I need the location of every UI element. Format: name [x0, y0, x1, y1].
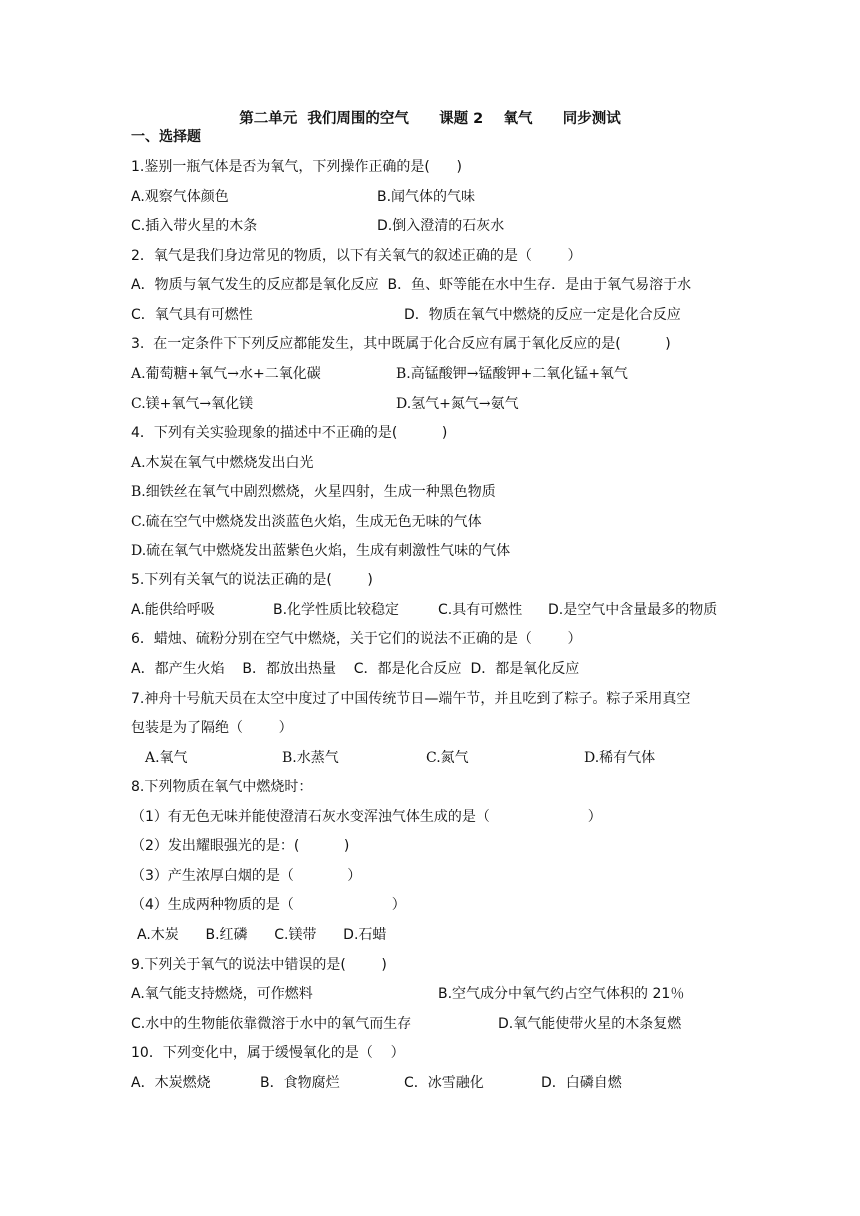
question-10-stem: 10．下列变化中，属于缓慢氧化的是（ ）	[131, 1045, 405, 1061]
question-1-stem: 1.鉴别一瓶气体是否为氧气，下列操作正确的是( )	[131, 159, 462, 175]
question-6-options: A．都产生火焰 B．都放出热量 C．都是化合反应 D．都是氧化反应	[131, 661, 580, 677]
question-9-option-c: C.水中的生物能依靠微溶于水中的氧气而生存	[131, 1016, 412, 1032]
question-2-options-ab: A．物质与氧气发生的反应都是氧化反应 B．鱼、虾等能在水中生存．是由于氧气易溶于水	[131, 277, 692, 293]
question-8-sub-4: （4）生成两种物质的是（ ）	[131, 897, 406, 913]
question-2-option-c: C．氧气具有可燃性	[131, 307, 253, 323]
question-5-option-a: A.能供给呼吸	[131, 602, 215, 618]
question-8-stem: 8.下列物质在氧气中燃烧时：	[131, 779, 313, 795]
question-9-stem: 9.下列关于氧气的说法中错误的是( )	[131, 957, 387, 973]
question-6-stem: 6．蜡烛、硫粉分别在空气中燃烧，关于它们的说法不正确的是（ ）	[131, 631, 582, 647]
question-10-option-d: D．白磷自燃	[541, 1075, 622, 1091]
question-3-option-d: D.氢气+氮气→氨气	[396, 396, 519, 412]
question-2-stem: 2．氧气是我们身边常见的物质，以下有关氧气的叙述正确的是（ ）	[131, 248, 582, 264]
question-4-stem: 4．下列有关实验现象的描述中不正确的是( )	[131, 425, 448, 441]
question-8-options: A.木炭 B.红磷 C.镁带 D.石蜡	[137, 927, 387, 943]
question-5-stem: 5.下列有关氧气的说法正确的是( )	[131, 572, 373, 588]
question-3-stem: 3. 在一定条件下下列反应都能发生，其中既属于化合反应有属于氧化反应的是( )	[131, 336, 671, 352]
question-2-option-d: D．物质在氧气中燃烧的反应一定是化合反应	[404, 307, 681, 323]
question-7-option-b: B.水蒸气	[282, 750, 339, 766]
question-5-option-b: B.化学性质比较稳定	[273, 602, 400, 618]
question-8-sub-2: （2）发出耀眼强光的是：( )	[131, 838, 350, 854]
question-9-option-a: A.氧气能支持燃烧，可作燃料	[131, 986, 313, 1002]
question-5-option-c: C.具有可燃性	[438, 602, 523, 618]
question-4-option-d: D.硫在氧气中燃烧发出蓝紫色火焰，生成有刺激性气味的气体	[131, 543, 511, 559]
question-3-option-a: A.葡萄糖+氧气→水+二氧化碳	[131, 366, 321, 382]
question-3-option-b: B.高锰酸钾→锰酸钾+二氧化锰+氧气	[396, 366, 628, 382]
question-9-option-b: B.空气成分中氧气约占空气体积的 21％	[438, 986, 685, 1002]
question-7-option-d: D.稀有气体	[584, 750, 656, 766]
question-1-option-a: A.观察气体颜色	[131, 189, 229, 205]
question-7-option-c: C.氮气	[426, 750, 469, 766]
question-10-option-b: B．食物腐烂	[260, 1075, 340, 1091]
page-title: 第二单元 我们周围的空气 课题 2 氧气 同步测试	[239, 111, 621, 127]
question-7-stem-line-1: 7.神舟十号航天员在太空中度过了中国传统节日—端午节，并且吃到了粽子。粽子采用真空	[131, 691, 691, 707]
section-heading: 一、选择题	[131, 129, 201, 145]
question-8-sub-3: （3）产生浓厚白烟的是（ ）	[131, 868, 362, 884]
question-1-option-b: B.闻气体的气味	[377, 189, 476, 205]
question-4-option-c: C.硫在空气中燃烧发出淡蓝色火焰，生成无色无味的气体	[131, 514, 482, 530]
question-4-option-b: B.细铁丝在氧气中剧烈燃烧，火星四射，生成一种黑色物质	[131, 484, 496, 500]
question-10-option-c: C．冰雪融化	[404, 1075, 484, 1091]
question-9-option-d: D.氧气能使带火星的木条复燃	[498, 1016, 682, 1032]
question-8-sub-1: （1）有无色无味并能使澄清石灰水变浑浊气体生成的是（ ）	[131, 809, 602, 825]
question-5-option-d: D.是空气中含量最多的物质	[548, 602, 718, 618]
question-7-stem-line-2: 包装是为了隔绝（ ）	[131, 720, 293, 736]
question-3-option-c: C.镁+氧气→氧化镁	[131, 396, 254, 412]
question-1-option-d: D.倒入澄清的石灰水	[377, 218, 505, 234]
question-1-option-c: C.插入带火星的木条	[131, 218, 258, 234]
question-4-option-a: A.木炭在氧气中燃烧发出白光	[131, 455, 314, 471]
question-10-option-a: A．木炭燃烧	[131, 1075, 211, 1091]
question-7-option-a: A.氧气	[145, 750, 188, 766]
